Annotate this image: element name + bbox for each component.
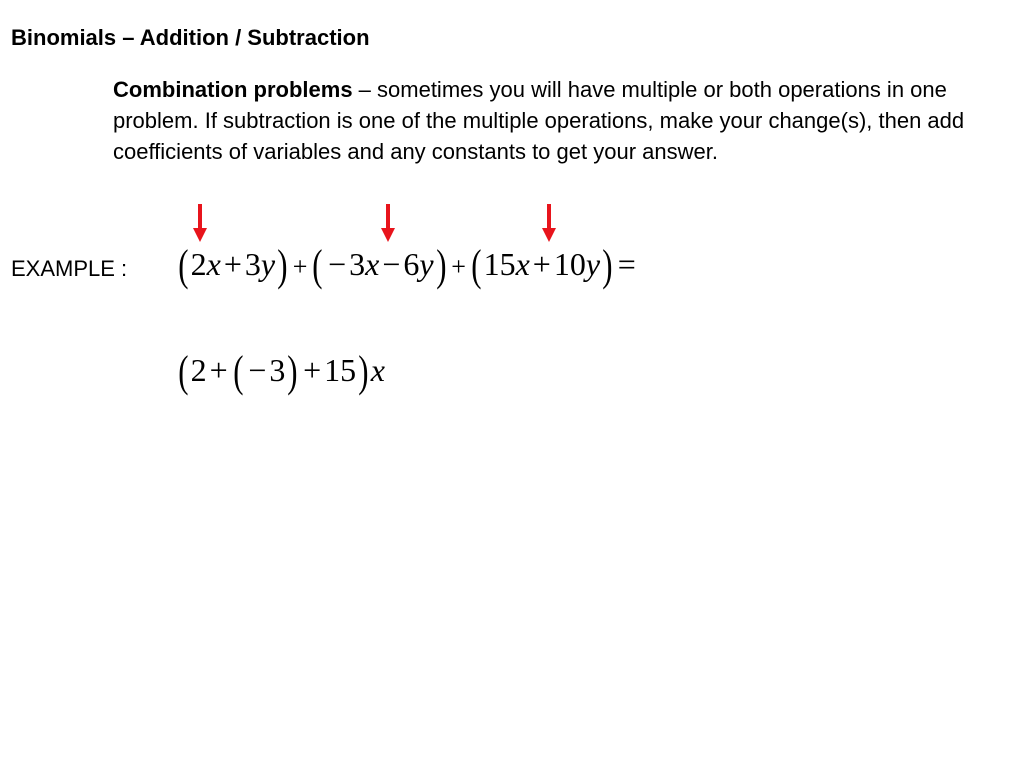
- paren-close: ): [435, 241, 447, 290]
- coef: 3: [269, 352, 286, 388]
- paren-close: ): [287, 347, 298, 396]
- arrow-shaft: [547, 204, 551, 230]
- arrow-down-icon-1: [192, 204, 208, 242]
- variable: x: [206, 246, 221, 282]
- arrow-head: [542, 228, 556, 242]
- coef: 2: [190, 246, 207, 282]
- operator: +: [303, 352, 322, 388]
- example-label: EXAMPLE :: [11, 256, 128, 281]
- example-equation: [176, 241, 639, 290]
- arrow-head: [381, 228, 395, 242]
- arrow-head: [193, 228, 207, 242]
- operator: −: [248, 352, 267, 388]
- paren-open: (: [178, 241, 189, 290]
- variable: x: [515, 246, 530, 282]
- variable: y: [585, 246, 601, 282]
- coef: 6: [403, 246, 420, 282]
- operator: +: [209, 352, 228, 388]
- variable: y: [260, 246, 276, 282]
- arrow-shaft: [198, 204, 202, 230]
- paren-open: (: [471, 241, 482, 290]
- arrow-down-icon-2: [380, 204, 396, 242]
- coef: 2: [190, 352, 207, 388]
- variable: y: [419, 246, 434, 282]
- operator: +: [223, 246, 242, 282]
- coef: 10: [553, 246, 586, 282]
- arrow-down-icon-3: [541, 204, 557, 242]
- equals-sign: =: [617, 246, 636, 282]
- intro-lead: Combination problems: [113, 77, 353, 102]
- paren-open: (: [232, 347, 244, 396]
- variable: x: [370, 352, 385, 388]
- paren-close: ): [358, 347, 369, 396]
- coef: 15: [483, 246, 516, 282]
- operator: −: [382, 246, 401, 282]
- coef: 15: [324, 352, 357, 388]
- operator: −: [328, 246, 347, 282]
- coef: 3: [244, 246, 261, 282]
- paren-open: (: [178, 347, 189, 396]
- paren-close: ): [602, 241, 613, 290]
- intro-paragraph: [113, 74, 1003, 167]
- operator: +: [532, 246, 551, 282]
- operator: +: [451, 252, 466, 281]
- arrow-shaft: [386, 204, 390, 230]
- slide-title: Binomials – Addition / Subtraction: [11, 25, 370, 50]
- variable: x: [365, 246, 380, 282]
- paren-close: ): [277, 241, 288, 290]
- coefficient-step: [176, 347, 385, 396]
- paren-open: (: [312, 241, 323, 290]
- operator: +: [292, 252, 308, 281]
- intro-body: – sometimes you will have multiple or both operations in one problem. If subtraction is one of the multiple operations, make your change(s), then add coefficients of variables and any constants to get your answer.: [113, 77, 965, 164]
- coef: 3: [349, 246, 366, 282]
